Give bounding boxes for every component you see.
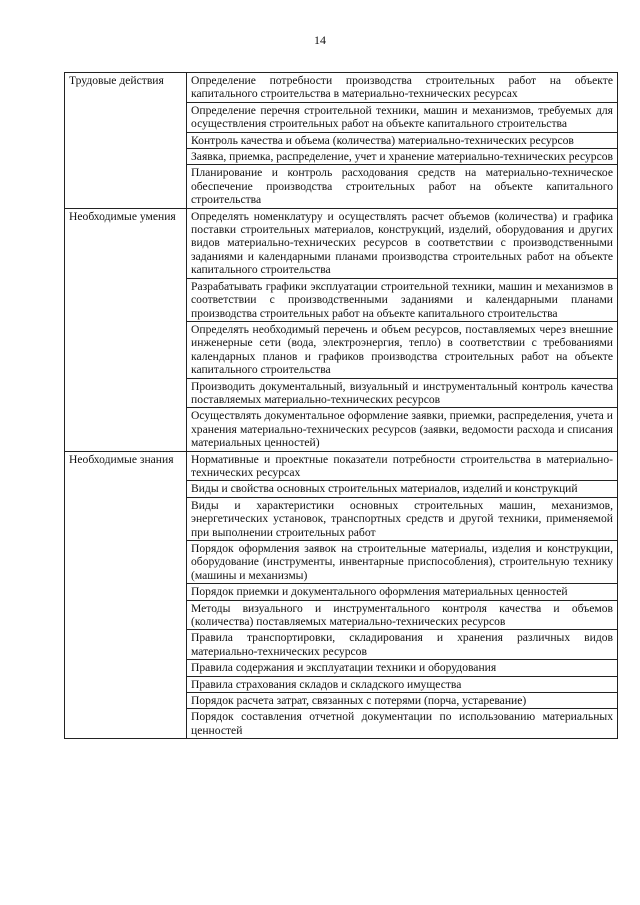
section-title: Необходимые знания [65,451,187,739]
requirements-table [64,72,618,739]
requirement-item: Контроль качества и объема (количества) материально-технических ресурсов [187,132,618,148]
requirement-item: Порядок расчета затрат, связанных с потерями (порча, устаревание) [187,693,618,709]
requirement-item: Планирование и контроль расходования средств на материально-техническое обеспечение производства строительных работ на объекте капитального строительства [187,165,618,208]
requirement-item: Порядок оформления заявок на строительные материалы, изделия и конструкции, оборудование (инструменты, инвентарные приспособления), строительную технику (машины и механизмы) [187,541,618,584]
section-title: Необходимые умения [65,208,187,451]
requirement-item: Заявка, приемка, распределение, учет и хранение материально-технических ресурсов [187,149,618,165]
requirement-item: Осуществлять документальное оформление заявки, приемки, распределения, учета и хранения материально-технических ресурсов (заявки, ведомости расхода и списания материальных ценностей) [187,408,618,451]
requirement-item: Порядок приемки и документального оформления материальных ценностей [187,584,618,600]
requirement-item: Определять номенклатуру и осуществлять расчет объемов (количества) и графика поставки строительных материалов, конструкций, изделий, оборудования и других видов материально-технических ресурсов в соответствии с производственными заданиями и календарными планами производства строительных работ на объекте капитального строительства [187,208,618,278]
requirement-item: Правила транспортировки, складирования и хранения различных видов материально-технических ресурсов [187,630,618,660]
requirement-item: Правила страхования складов и складского имущества [187,676,618,692]
table-row [65,208,618,278]
requirement-item: Нормативные и проектные показатели потребности строительства в материально-технических ресурсах [187,451,618,481]
table-row [65,451,618,481]
page-number: 14 [314,33,326,47]
requirement-item: Разрабатывать графики эксплуатации строительной техники, машин и механизмов в соответствии с производственными заданиями и календарными планами производства строительных работ на объекте капитального строительства [187,278,618,321]
requirement-item: Определять необходимый перечень и объем ресурсов, поставляемых через внешние инженерные сети (вода, электроэнергия, тепло) в соответствии с требованиями календарных планов и графиков производства строительных работ на объекте капитального строительства [187,321,618,378]
requirement-item: Определение потребности производства строительных работ на объекте капитального строительства в материально-технических ресурсах [187,73,618,103]
requirement-item: Порядок составления отчетной документации по использованию материальных ценностей [187,709,618,739]
table-row [65,73,618,103]
section-title: Трудовые действия [65,73,187,209]
requirement-item: Виды и характеристики основных строительных машин, механизмов, энергетических установок, транспортных средств и другой техники, применяемой при выполнении строительных работ [187,497,618,540]
requirement-item: Виды и свойства основных строительных материалов, изделий и конструкций [187,481,618,497]
requirement-item: Производить документальный, визуальный и инструментальный контроль качества поставляемых материально-технических ресурсов [187,378,618,408]
requirement-item: Правила содержания и эксплуатации техники и оборудования [187,660,618,676]
requirement-item: Методы визуального и инструментального контроля качества и объемов (количества) поставляемых материально-технических ресурсов [187,600,618,630]
requirement-item: Определение перечня строительной техники, машин и механизмов, требуемых для осуществления строительных работ на объекте капитального строительства [187,102,618,132]
